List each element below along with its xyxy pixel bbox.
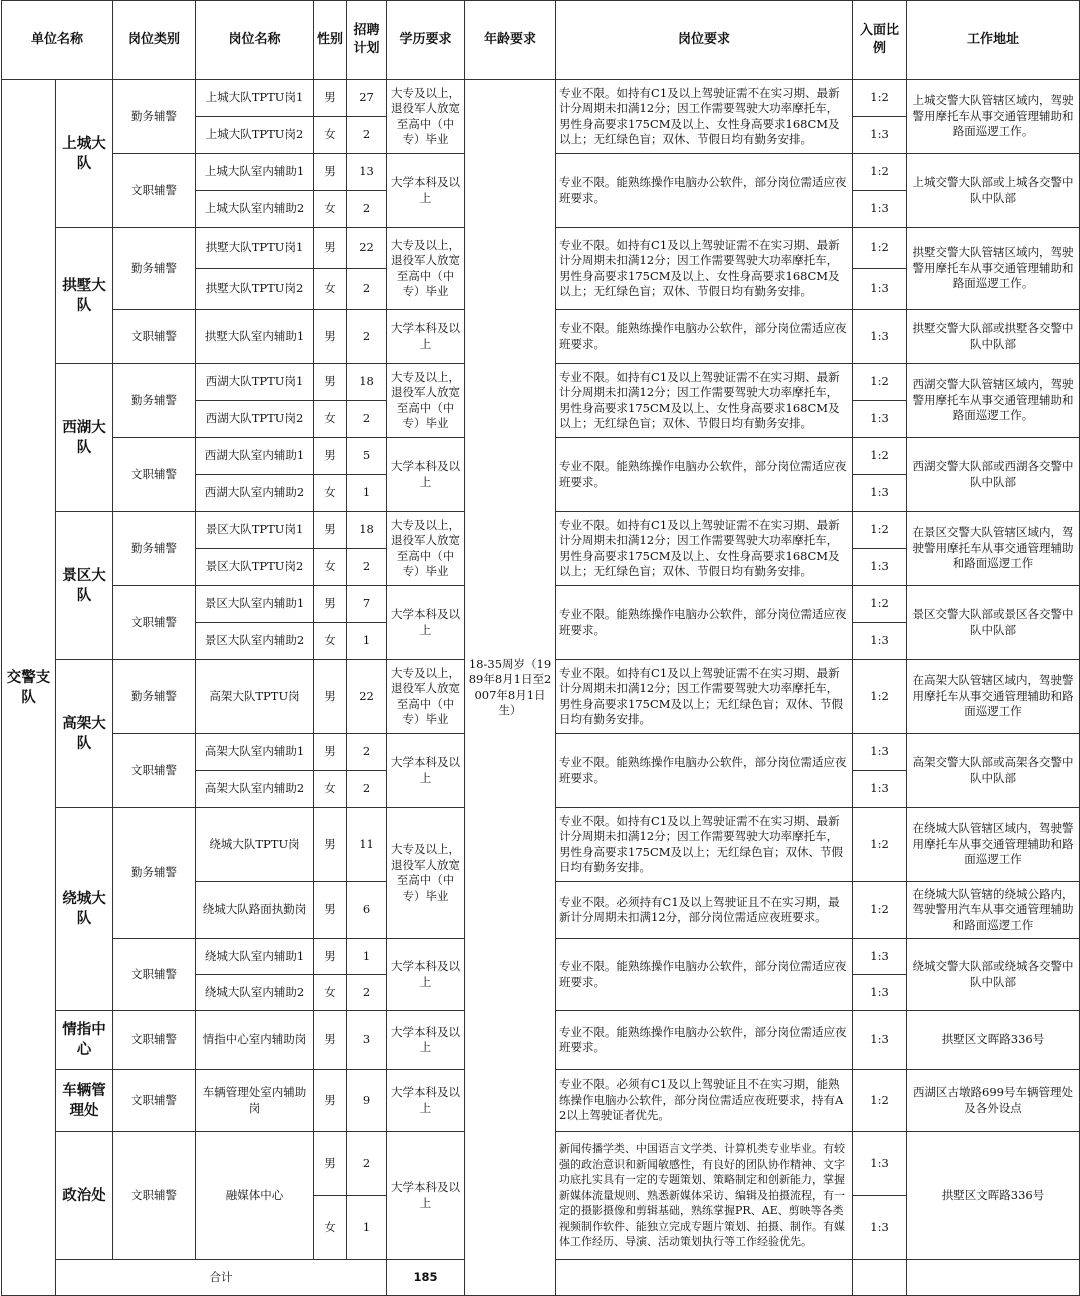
plan-cell: 2 [347,771,387,808]
ratio-cell: 1:3 [853,939,907,975]
ratio-cell: 1:2 [853,80,907,117]
plan-cell: 2 [347,117,387,154]
education-cell: 大专及以上，退役军人放宽至高中（中专）毕业 [387,660,465,734]
position-cell: 景区大队TPTU岗2 [196,549,314,586]
ratio-cell: 1:3 [853,975,907,1011]
ratio-cell: 1:2 [853,808,907,882]
requirement-cell: 新闻传播学类、中国语言文学类、计算机类专业毕业。有较强的政治意识和新闻敏感性，有良好的团队协作精神、文字功底扎实具有一定的专题策划、策略制定和创新能力，掌握新媒体流量规则、熟悉新媒体采访、编辑及拍摄流程，有一定的摄影摄像和剪辑基础，熟练掌握PR、AE、剪映等各类视频制作软件、能独立完成专题片策划、拍摄、制作。有媒体工作经历、导演、活动策划执行等工作经验优先。 [556,1132,853,1260]
header-category: 岗位类别 [113,1,196,80]
plan-cell: 2 [347,975,387,1011]
position-cell: 拱墅大队TPTU岗1 [196,228,314,269]
plan-cell: 18 [347,512,387,549]
gender-cell: 男 [314,1011,347,1070]
ratio-cell: 1:3 [853,269,907,310]
dept-name: 政治处 [56,1132,113,1260]
plan-cell: 1 [347,1196,387,1260]
plan-cell: 6 [347,882,387,939]
category-cell: 勤务辅警 [113,512,196,586]
dept-name: 拱墅大队 [56,228,113,364]
category-cell: 勤务辅警 [113,80,196,154]
dept-name: 绕城大队 [56,808,113,1011]
requirement-cell: 专业不限。必须持有C1及以上驾驶证且不在实习期，最新计分周期未扣满12分，部分岗位需适应夜班要求。 [556,882,853,939]
ratio-cell: 1:3 [853,401,907,438]
position-cell: 车辆管理处室内辅助岗 [196,1070,314,1132]
gender-cell: 女 [314,475,347,512]
position-cell: 高架大队TPTU岗 [196,660,314,734]
empty-cell [907,1260,1080,1296]
requirement-cell: 专业不限。能熟练操作电脑办公软件，部分岗位需适应夜班要求。 [556,586,853,660]
ratio-cell: 1:3 [853,191,907,228]
category-cell: 文职辅警 [113,586,196,660]
header-education: 学历要求 [387,1,465,80]
ratio-cell: 1:3 [853,771,907,808]
position-cell: 景区大队室内辅助1 [196,586,314,623]
ratio-cell: 1:3 [853,310,907,364]
gender-cell: 男 [314,310,347,364]
ratio-cell: 1:2 [853,364,907,401]
header-unit: 单位名称 [2,1,113,80]
requirement-cell: 专业不限。能熟练操作电脑办公软件，部分岗位需适应夜班要求。 [556,939,853,1011]
position-cell: 景区大队TPTU岗1 [196,512,314,549]
requirement-cell: 专业不限。如持有C1及以上驾驶证需不在实习期、最新计分周期未扣满12分；因工作需要驾驶大功率摩托车，男性身高要求175CM及以上、女性身高要求168CM及以上；无红绿色盲；双休、节假日均有勤务安排。 [556,364,853,438]
position-cell: 西湖大队TPTU岗2 [196,401,314,438]
gender-cell: 男 [314,512,347,549]
ratio-cell: 1:3 [853,1196,907,1260]
gender-cell: 女 [314,771,347,808]
plan-cell: 2 [347,191,387,228]
category-cell: 文职辅警 [113,1070,196,1132]
plan-cell: 2 [347,1132,387,1196]
category-cell: 文职辅警 [113,939,196,1011]
address-cell: 在高架大队管辖区域内，驾驶警用摩托车从事交通管理辅助和路面巡逻工作 [907,660,1080,734]
dept-name: 景区大队 [56,512,113,660]
address-cell: 在景区交警大队管辖区域内，驾驶警用摩托车从事交通管理辅助和路面巡逻工作 [907,512,1080,586]
address-cell: 上城交警大队部或上城各交警中队中队部 [907,154,1080,228]
gender-cell: 男 [314,939,347,975]
address-cell: 拱墅区文晖路336号 [907,1011,1080,1070]
requirement-cell: 专业不限。必须有C1及以上驾驶证且不在实习期，能熟练操作电脑办公软件，部分岗位需适应夜班要求，持有A2以上驾驶证者优先。 [556,1070,853,1132]
category-cell: 文职辅警 [113,310,196,364]
plan-cell: 11 [347,808,387,882]
address-cell: 绕城交警大队部或绕城各交警中队中队部 [907,939,1080,1011]
requirement-cell: 专业不限。如持有C1及以上驾驶证需不在实习期、最新计分周期未扣满12分；因工作需要驾驶大功率摩托车，男性身高要求175CM及以上、女性身高要求168CM及以上；无红绿色盲；双休、节假日均有勤务安排。 [556,228,853,310]
address-cell: 景区交警大队部或景区各交警中队中队部 [907,586,1080,660]
position-cell: 上城大队TPTU岗1 [196,80,314,117]
gender-cell: 女 [314,975,347,1011]
gender-cell: 男 [314,1132,347,1196]
position-cell: 情指中心室内辅助岗 [196,1011,314,1070]
education-cell: 大学本科及以上 [387,734,465,808]
ratio-cell: 1:3 [853,1011,907,1070]
address-cell: 西湖交警大队部或西湖各交警中队中队部 [907,438,1080,512]
position-cell: 绕城大队室内辅助1 [196,939,314,975]
ratio-cell: 1:2 [853,1070,907,1132]
plan-cell: 1 [347,475,387,512]
plan-cell: 2 [347,310,387,364]
address-cell: 拱墅交警大队管辖区域内，驾驶警用摩托车从事交通管理辅助和路面巡逻工作。 [907,228,1080,310]
position-cell: 绕城大队路面执勤岗 [196,882,314,939]
education-cell: 大专及以上，退役军人放宽至高中（中专）毕业 [387,512,465,586]
plan-cell: 3 [347,1011,387,1070]
education-cell: 大专及以上，退役军人放宽至高中（中专）毕业 [387,228,465,310]
education-cell: 大学本科及以上 [387,1132,465,1260]
category-cell: 文职辅警 [113,1011,196,1070]
position-cell: 拱墅大队室内辅助1 [196,310,314,364]
plan-cell: 9 [347,1070,387,1132]
requirement-cell: 专业不限。能熟练操作电脑办公软件，部分岗位需适应夜班要求。 [556,154,853,228]
header-row [2,1,1080,80]
position-cell: 融媒体中心 [196,1132,314,1260]
position-cell: 高架大队室内辅助1 [196,734,314,771]
header-position: 岗位名称 [196,1,314,80]
header-address: 工作地址 [907,1,1080,80]
plan-cell: 2 [347,401,387,438]
education-cell: 大学本科及以上 [387,586,465,660]
gender-cell: 男 [314,734,347,771]
address-cell: 高架交警大队部或高架各交警中队中队部 [907,734,1080,808]
requirement-cell: 专业不限。如持有C1及以上驾驶证需不在实习期、最新计分周期未扣满12分；因工作需要驾驶大功率摩托车，男性身高要求175CM及以上；无红绿色盲；双休、节假日均有勤务安排。 [556,660,853,734]
education-cell: 大专及以上，退役军人放宽至高中（中专）毕业 [387,364,465,438]
address-cell: 西湖区古墩路699号车辆管理处及各外设点 [907,1070,1080,1132]
requirement-cell: 专业不限。如持有C1及以上驾驶证需不在实习期、最新计分周期未扣满12分；因工作需要驾驶大功率摩托车，男性身高要求175CM及以上、女性身高要求168CM及以上；无红绿色盲；双休、节假日均有勤务安排。 [556,80,853,154]
plan-cell: 1 [347,939,387,975]
gender-cell: 女 [314,549,347,586]
category-cell: 文职辅警 [113,734,196,808]
ratio-cell: 1:2 [853,438,907,475]
gender-cell: 女 [314,401,347,438]
position-cell: 西湖大队室内辅助2 [196,475,314,512]
education-cell: 大专及以上，退役军人放宽至高中（中专）毕业 [387,80,465,154]
dept-name: 西湖大队 [56,364,113,512]
education-cell: 大学本科及以上 [387,939,465,1011]
ratio-cell: 1:3 [853,549,907,586]
address-cell: 在绕城大队管辖区域内，驾驶警用摩托车从事交通管理辅助和路面巡逻工作 [907,808,1080,882]
gender-cell: 男 [314,660,347,734]
address-cell: 上城交警大队管辖区域内，驾驶警用摩托车从事交通管理辅助和路面巡逻工作。 [907,80,1080,154]
gender-cell: 女 [314,623,347,660]
plan-cell: 2 [347,734,387,771]
education-cell: 大学本科及以上 [387,1011,465,1070]
requirement-cell: 专业不限。如持有C1及以上驾驶证需不在实习期、最新计分周期未扣满12分；因工作需要驾驶大功率摩托车，男性身高要求175CM及以上；无红绿色盲；双休、节假日均有勤务安排。 [556,808,853,882]
address-cell: 在绕城大队管辖的绕城公路内，驾驶警用汽车从事交通管理辅助和路面巡逻工作 [907,882,1080,939]
gender-cell: 男 [314,154,347,191]
address-cell: 拱墅交警大队部或拱墅各交警中队中队部 [907,310,1080,364]
gender-cell: 男 [314,228,347,269]
header-plan: 招聘计划 [347,1,387,80]
age-cell: 18-35周岁（1989年8月1日至2007年8月1日生） [465,80,556,1296]
gender-cell: 女 [314,117,347,154]
position-cell: 西湖大队室内辅助1 [196,438,314,475]
plan-cell: 1 [347,623,387,660]
position-cell: 拱墅大队TPTU岗2 [196,269,314,310]
plan-cell: 22 [347,660,387,734]
plan-cell: 2 [347,549,387,586]
category-cell: 勤务辅警 [113,228,196,310]
gender-cell: 女 [314,191,347,228]
requirement-cell: 专业不限。能熟练操作电脑办公软件，部分岗位需适应夜班要求。 [556,310,853,364]
position-cell: 绕城大队室内辅助2 [196,975,314,1011]
requirement-cell: 专业不限。能熟练操作电脑办公软件，部分岗位需适应夜班要求。 [556,438,853,512]
category-cell: 勤务辅警 [113,660,196,734]
requirement-cell: 专业不限。能熟练操作电脑办公软件，部分岗位需适应夜班要求。 [556,1011,853,1070]
empty-cell [853,1260,907,1296]
gender-cell: 女 [314,269,347,310]
position-cell: 上城大队室内辅助1 [196,154,314,191]
requirement-cell: 专业不限。如持有C1及以上驾驶证需不在实习期、最新计分周期未扣满12分；因工作需要驾驶大功率摩托车，男性身高要求175CM及以上、女性身高要求168CM及以上；无红绿色盲；双休、节假日均有勤务安排。 [556,512,853,586]
gender-cell: 男 [314,364,347,401]
plan-cell: 7 [347,586,387,623]
gender-cell: 男 [314,438,347,475]
ratio-cell: 1:2 [853,512,907,549]
position-cell: 上城大队TPTU岗2 [196,117,314,154]
plan-cell: 13 [347,154,387,191]
education-cell: 大学本科及以上 [387,310,465,364]
plan-cell: 18 [347,364,387,401]
ratio-cell: 1:3 [853,475,907,512]
position-cell: 西湖大队TPTU岗1 [196,364,314,401]
dept-name: 情指中心 [56,1011,113,1070]
total-label: 合计 [56,1260,387,1296]
ratio-cell: 1:2 [853,882,907,939]
plan-cell: 2 [347,269,387,310]
education-cell: 大学本科及以上 [387,1070,465,1132]
ratio-cell: 1:3 [853,734,907,771]
dept-name: 上城大队 [56,80,113,228]
ratio-cell: 1:3 [853,117,907,154]
position-cell: 上城大队室内辅助2 [196,191,314,228]
gender-cell: 女 [314,1196,347,1260]
plan-cell: 5 [347,438,387,475]
gender-cell: 男 [314,586,347,623]
education-cell: 大学本科及以上 [387,438,465,512]
ratio-cell: 1:2 [853,228,907,269]
ratio-cell: 1:2 [853,660,907,734]
education-cell: 大学本科及以上 [387,154,465,228]
address-cell: 西湖交警大队管辖区域内，驾驶警用摩托车从事交通管理辅助和路面巡逻工作。 [907,364,1080,438]
unit-name: 交警支队 [2,80,56,1296]
header-gender: 性别 [314,1,347,80]
table-row [2,80,1080,117]
plan-cell: 22 [347,228,387,269]
category-cell: 文职辅警 [113,154,196,228]
header-age: 年龄要求 [465,1,556,80]
position-cell: 高架大队室内辅助2 [196,771,314,808]
category-cell: 勤务辅警 [113,364,196,438]
category-cell: 勤务辅警 [113,808,196,939]
gender-cell: 男 [314,1070,347,1132]
education-cell: 大专及以上，退役军人放宽至高中（中专）毕业 [387,808,465,939]
requirement-cell: 专业不限。能熟练操作电脑办公软件，部分岗位需适应夜班要求。 [556,734,853,808]
dept-name: 高架大队 [56,660,113,808]
total-value: 185 [387,1260,465,1296]
address-cell: 拱墅区文晖路336号 [907,1132,1080,1260]
gender-cell: 男 [314,808,347,882]
dept-name: 车辆管理处 [56,1070,113,1132]
category-cell: 文职辅警 [113,1132,196,1260]
position-cell: 绕城大队TPTU岗 [196,808,314,882]
recruitment-table [1,0,1080,1296]
empty-cell [556,1260,853,1296]
gender-cell: 男 [314,882,347,939]
header-requirement: 岗位要求 [556,1,853,80]
ratio-cell: 1:3 [853,623,907,660]
ratio-cell: 1:2 [853,586,907,623]
header-ratio: 入面比例 [853,1,907,80]
plan-cell: 27 [347,80,387,117]
gender-cell: 男 [314,80,347,117]
ratio-cell: 1:3 [853,1132,907,1196]
ratio-cell: 1:2 [853,154,907,191]
category-cell: 文职辅警 [113,438,196,512]
position-cell: 景区大队室内辅助2 [196,623,314,660]
